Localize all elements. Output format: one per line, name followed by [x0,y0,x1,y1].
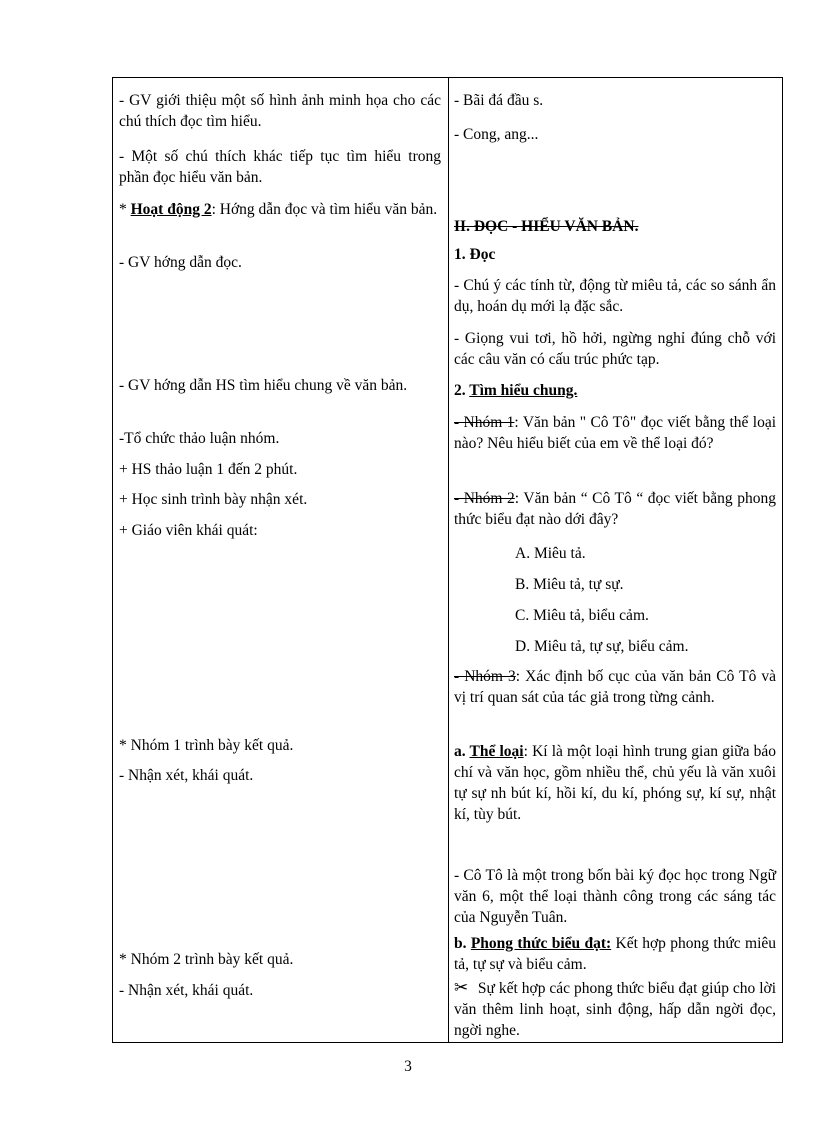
question-text: : Văn bản " Cô Tô" đọc viết bằng thể loại nào? Nêu hiểu biết của em về thể loại đó? [454,414,776,452]
left-paragraph: - Nhận xét, khái quát. [119,982,254,999]
expression-mode-paragraph [454,933,776,975]
item-prefix: b. [454,935,471,952]
left-paragraph: - GV hớng dẫn HS tìm hiểu chung về văn bản. [119,377,408,394]
option-d: D. Miêu tả, tự sự, biểu cảm. [515,638,689,655]
conclusion-text: Sự kết hợp các phong thức biểu đạt giúp cho lời văn thêm linh hoạt, sinh động, hấp dẫn ngời đọc, ngời nghe. [454,980,776,1039]
group-3-question [454,666,776,708]
right-paragraph: - Giọng vui tơi, hồ hởi, ngừng nghỉ đúng chỗ với các câu văn có cấu trúc phức tạp. [454,330,776,368]
group-label: - Nhóm 2 [454,490,515,507]
left-paragraph: + Giáo viên khái quát: [119,522,258,539]
subsection-heading-doc: 1. Đọc [454,246,496,263]
left-paragraph: -Tổ chức thảo luận nhóm. [119,430,280,447]
bullet-prefix: * [119,201,131,218]
left-paragraph: - GV hớng dẫn đọc. [119,254,242,271]
left-paragraph: + HS thảo luận 1 đến 2 phút. [119,461,298,478]
group-2-question [454,488,776,530]
item-title: Phong thức biểu đạt: [470,935,612,952]
item-title: Thể loại [469,743,524,760]
student-activities-column [449,78,782,1042]
left-paragraph: - Một số chú thích khác tiếp tục tìm hiểu trong phần đọc hiểu văn bản. [119,148,441,186]
lesson-plan-table [112,77,783,1043]
activity-rest: : Hớng dẫn đọc và tìm hiểu văn bản. [211,201,438,218]
question-text: : Xác định bố cục của văn bản Cô Tô và vị trí quan sát của tác giả trong từng cảnh. [454,668,776,706]
scissors-icon: ✂ [454,978,469,997]
left-paragraph: * Nhóm 2 trình bày kết quả. [119,951,294,968]
item-text: Kết hợp phong thức miêu tả, tự sự và biểu cảm. [454,935,777,973]
left-paragraph: + Học sinh trình bày nhận xét. [119,491,308,508]
right-paragraph: - Cong, ang... [454,126,539,143]
teacher-activities-column [113,78,449,1042]
question-text: : Văn bản “ Cô Tô “ đọc viết bằng phong thức biểu đạt nào dới đây? [454,490,776,528]
option-a: A. Miêu tả. [515,545,586,562]
right-paragraph: - Bãi đá đầu s. [454,92,544,109]
item-prefix: a. [454,743,470,760]
option-b: B. Miêu tả, tự sự. [515,576,624,593]
left-paragraph: - Nhận xét, khái quát. [119,767,254,784]
item-text: : Kí là một loại hình trung gian giữa báo chí và văn học, gồm nhiều thể, chủ yếu là văn xuôi tự sự nh bút kí, hồi kí, du kí, phóng sự, kí sự, nhật kí, tùy bút. [454,743,776,823]
heading-number: 2. [454,382,470,399]
group-1-question [454,412,776,454]
activity-title: Hoạt động 2 [130,201,212,218]
heading-title: Tìm hiểu chung. [469,382,578,399]
section-heading: II. ĐỌC - HIỂU VĂN BẢN. [454,218,639,235]
conclusion-paragraph [454,977,776,1041]
activity-2-heading [119,199,441,220]
left-paragraph: - GV giới thiệu một số hình ảnh minh họa cho các chú thích đọc tìm hiểu. [119,92,441,130]
option-c: C. Miêu tả, biểu cảm. [515,607,649,624]
left-paragraph: * Nhóm 1 trình bày kết quả. [119,737,294,754]
subsection-heading-overview [454,380,776,401]
right-paragraph: - Cô Tô là một trong bốn bài ký đọc học trong Ngữ văn 6, một thể loại thành công trong các sáng tác của Nguyễn Tuân. [454,867,776,926]
genre-paragraph [454,741,776,825]
group-label: - Nhóm 1 [454,414,515,431]
page-number: 3 [404,1058,412,1075]
right-paragraph: - Chú ý các tính từ, động từ miêu tả, các so sánh ẩn dụ, hoán dụ mới lạ đặc sắc. [454,277,776,315]
group-label: - Nhóm 3 [454,668,516,685]
